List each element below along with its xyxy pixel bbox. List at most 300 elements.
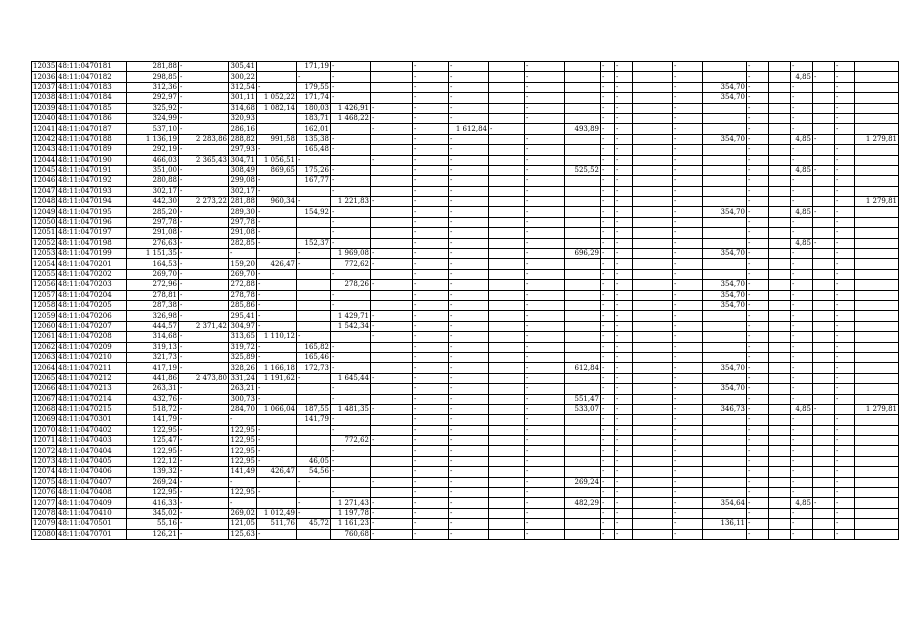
value-cell: 772,62	[331, 436, 371, 446]
value-cell	[489, 165, 525, 175]
value-cell	[489, 321, 525, 331]
value-cell	[835, 404, 855, 414]
value-cell: -	[525, 290, 565, 300]
value-cell: -	[413, 145, 449, 155]
value-cell: -	[673, 249, 703, 259]
value-cell: -	[525, 155, 565, 165]
value-cell: -	[449, 498, 489, 508]
value-cell: -	[747, 134, 769, 144]
value-cell: -	[449, 311, 489, 321]
value-cell: -	[297, 249, 331, 259]
value-cell: 426,47	[257, 259, 297, 269]
value-cell	[633, 145, 673, 155]
cadastral-value-table	[31, 61, 899, 540]
value-cell	[855, 62, 899, 72]
value-cell: 287,38	[127, 300, 179, 310]
value-cell: 269,70	[230, 270, 255, 278]
value-cell: 141,79	[297, 415, 331, 425]
value-cell: -	[673, 384, 703, 394]
value-cell: -	[413, 228, 449, 238]
table-row	[32, 217, 899, 227]
table-row	[32, 425, 899, 435]
value-cell: -	[747, 508, 769, 518]
value-cell	[769, 300, 791, 310]
value-cell: -	[297, 197, 331, 207]
value-cell: 187,55	[297, 404, 331, 414]
value-cell	[633, 384, 673, 394]
value-cell	[703, 165, 747, 175]
value-cell: -	[179, 259, 229, 269]
value-cell: -	[813, 165, 835, 175]
value-cell	[769, 72, 791, 82]
value-cell: -	[615, 352, 633, 362]
value-cell: -	[615, 145, 633, 155]
value-cell: -	[615, 456, 633, 466]
value-cell: -	[525, 519, 565, 529]
value-cell: -	[747, 290, 769, 300]
value-cell	[489, 467, 525, 477]
row-number-cell: 12064	[33, 363, 56, 372]
value-cell	[565, 290, 601, 300]
value-cell: 2 473,80	[179, 373, 229, 383]
value-cell: 269,02	[230, 508, 255, 517]
value-cell: -	[525, 269, 565, 279]
value-cell	[489, 134, 525, 144]
value-cell: -	[331, 238, 371, 248]
value-cell: -	[835, 425, 855, 435]
value-cell	[769, 259, 791, 269]
value-cell: -	[257, 238, 297, 248]
value-cell	[855, 373, 899, 383]
value-cell: -	[601, 342, 615, 352]
value-cell: -	[601, 404, 615, 414]
value-cell: -	[673, 488, 703, 498]
value-cell	[769, 207, 791, 217]
value-cell: -	[601, 113, 615, 123]
value-cell	[703, 332, 747, 342]
value-cell: -	[747, 373, 769, 383]
value-cell: -	[331, 300, 371, 310]
value-cell: -	[525, 321, 565, 331]
value-cell: 122,95	[127, 488, 179, 498]
value-cell	[331, 155, 371, 165]
value-cell: -	[179, 249, 229, 259]
value-cell	[371, 300, 413, 310]
value-cell: -	[449, 446, 489, 456]
value-cell: -	[835, 82, 855, 92]
value-cell	[633, 290, 673, 300]
value-cell: -	[179, 446, 229, 456]
value-cell: -	[673, 238, 703, 248]
value-cell: -	[615, 363, 633, 373]
row-number-cell: 12048	[33, 197, 56, 206]
value-cell: 354,70	[703, 134, 747, 144]
value-cell: -	[257, 82, 297, 92]
value-cell	[769, 488, 791, 498]
value-cell: -	[449, 300, 489, 310]
value-cell	[257, 249, 297, 259]
value-cell: -	[525, 197, 565, 207]
value-cell	[703, 436, 747, 446]
value-cell	[489, 280, 525, 290]
value-cell: -	[615, 425, 633, 435]
value-cell	[565, 519, 601, 529]
row-number-cell: 12054	[33, 259, 56, 268]
value-cell: -	[747, 394, 769, 404]
table-row	[32, 373, 899, 383]
value-cell: 164,53	[127, 259, 179, 269]
value-cell: -	[615, 124, 633, 134]
value-cell: -	[179, 113, 229, 123]
value-cell: -	[601, 529, 615, 539]
value-cell: -	[835, 352, 855, 362]
value-cell: -	[791, 176, 813, 186]
value-cell: -	[449, 113, 489, 123]
value-cell: -	[449, 529, 489, 539]
cadastral-number-cell: 48:11:0470181	[57, 62, 127, 72]
value-cell: -	[413, 186, 449, 196]
value-cell: 351,00	[127, 165, 179, 175]
value-cell	[769, 176, 791, 186]
value-cell: -	[257, 446, 297, 456]
value-cell: -	[615, 394, 633, 404]
value-cell	[855, 425, 899, 435]
value-cell	[565, 488, 601, 498]
value-cell	[297, 425, 331, 435]
value-cell: -	[413, 259, 449, 269]
value-cell: -	[615, 197, 633, 207]
value-cell: 297,93	[230, 145, 255, 154]
value-cell: -	[835, 311, 855, 321]
value-cell	[633, 321, 673, 331]
value-cell	[703, 342, 747, 352]
cadastral-number-cell: 48:11:0470403	[57, 436, 127, 446]
value-cell	[703, 103, 747, 113]
value-cell	[855, 228, 899, 238]
value-cell: -	[673, 155, 703, 165]
value-cell: -	[449, 72, 489, 82]
value-cell: -	[525, 508, 565, 518]
value-cell: 313,65	[230, 332, 255, 341]
cadastral-number-cell: 48:11:0470406	[57, 467, 127, 477]
value-cell	[769, 228, 791, 238]
value-cell: -	[449, 186, 489, 196]
value-cell: -	[413, 332, 449, 342]
value-cell: -	[371, 249, 413, 259]
value-cell: -	[413, 62, 449, 72]
value-cell: -	[331, 186, 371, 196]
value-cell: -	[835, 321, 855, 331]
value-cell	[703, 124, 747, 134]
value-cell	[633, 62, 673, 72]
table-row	[32, 446, 899, 456]
value-cell	[855, 269, 899, 279]
value-cell	[565, 342, 601, 352]
value-cell: -	[297, 155, 331, 165]
value-cell: 1 110,12	[257, 332, 297, 342]
value-cell: -	[601, 498, 615, 508]
value-cell	[371, 488, 413, 498]
value-cell	[257, 415, 297, 425]
value-cell: -	[331, 467, 371, 477]
value-cell: 46,05	[297, 456, 331, 466]
value-cell	[633, 228, 673, 238]
value-cell	[769, 93, 791, 103]
value-cell	[769, 436, 791, 446]
value-cell: -	[257, 352, 297, 362]
value-cell: 346,73	[703, 404, 747, 414]
value-cell	[297, 300, 331, 310]
value-cell: -	[673, 467, 703, 477]
value-cell: -	[413, 134, 449, 144]
value-cell: -	[257, 436, 297, 446]
value-cell: -	[835, 259, 855, 269]
value-cell: -	[673, 508, 703, 518]
value-cell	[489, 446, 525, 456]
value-cell: -	[601, 124, 615, 134]
value-cell: 295,41	[230, 311, 255, 320]
value-cell: -	[835, 228, 855, 238]
value-cell: 760,68	[331, 529, 371, 539]
table-row	[32, 82, 899, 92]
cadastral-number-cell: 48:11:0470192	[57, 176, 127, 186]
value-cell: -	[615, 404, 633, 414]
table-row	[32, 207, 899, 217]
value-cell: -	[371, 113, 413, 123]
value-cell: -	[179, 456, 229, 466]
value-cell: -	[673, 332, 703, 342]
value-cell: -	[179, 394, 229, 404]
value-cell: 171,19	[297, 62, 331, 72]
value-cell: -	[747, 477, 769, 487]
value-cell	[703, 259, 747, 269]
value-cell: -	[371, 124, 413, 134]
value-cell: 511,76	[257, 519, 297, 529]
value-cell: -	[791, 508, 813, 518]
cadastral-number-cell: 48:11:0470214	[57, 394, 127, 404]
value-cell	[855, 217, 899, 227]
table-row	[32, 165, 899, 175]
value-cell: -	[525, 404, 565, 414]
value-cell: 125,63	[230, 529, 255, 538]
value-cell: -	[179, 404, 229, 414]
value-cell: -	[747, 176, 769, 186]
value-cell: -	[601, 228, 615, 238]
value-cell: -	[601, 93, 615, 103]
value-cell: -	[413, 352, 449, 362]
table-row	[32, 332, 899, 342]
value-cell: 1 056,51	[257, 155, 297, 165]
value-cell: -	[179, 82, 229, 92]
value-cell	[855, 436, 899, 446]
value-cell: -	[813, 498, 835, 508]
value-cell: -	[615, 446, 633, 456]
value-cell: -	[449, 456, 489, 466]
value-cell: 1 191,62	[257, 373, 297, 383]
value-cell	[565, 259, 601, 269]
value-cell: -	[525, 207, 565, 217]
value-cell: -	[791, 467, 813, 477]
value-cell	[769, 145, 791, 155]
value-cell	[633, 113, 673, 123]
value-cell: -	[413, 290, 449, 300]
value-cell: 302,17	[127, 186, 179, 196]
value-cell: -	[371, 321, 413, 331]
value-cell: 991,58	[257, 134, 297, 144]
value-cell	[703, 415, 747, 425]
table-row	[32, 124, 899, 134]
value-cell: -	[747, 113, 769, 123]
value-cell	[813, 124, 835, 134]
value-cell: -	[525, 342, 565, 352]
value-cell: 354,70	[703, 290, 747, 300]
value-cell	[371, 207, 413, 217]
value-cell: 314,68	[230, 103, 255, 112]
value-cell: -	[331, 290, 371, 300]
table-row	[32, 290, 899, 300]
value-cell: -	[835, 477, 855, 487]
value-cell: -	[615, 290, 633, 300]
value-cell	[633, 488, 673, 498]
table-row	[32, 228, 899, 238]
value-cell: -	[835, 72, 855, 82]
value-cell	[769, 238, 791, 248]
value-cell	[633, 176, 673, 186]
value-cell: -	[601, 467, 615, 477]
value-cell	[489, 477, 525, 487]
value-cell: -	[525, 249, 565, 259]
value-cell: -	[835, 62, 855, 72]
row-number-cell: 12077	[33, 498, 56, 507]
value-cell	[703, 425, 747, 435]
value-cell: 331,24	[230, 373, 255, 382]
value-cell: -	[747, 280, 769, 290]
value-cell: -	[229, 415, 257, 425]
value-cell: -	[601, 72, 615, 82]
value-cell	[769, 508, 791, 518]
value-cell: 278,78	[230, 290, 255, 299]
value-cell: -	[747, 446, 769, 456]
value-cell: -	[449, 384, 489, 394]
value-cell	[813, 197, 835, 207]
value-cell	[633, 217, 673, 227]
value-cell: -	[601, 425, 615, 435]
value-cell: -	[615, 280, 633, 290]
value-cell: 121,05	[230, 519, 255, 528]
row-number-cell: 12076	[33, 488, 56, 497]
value-cell: -	[673, 529, 703, 539]
value-cell	[769, 519, 791, 529]
value-cell: -	[331, 363, 371, 373]
value-cell: -	[331, 228, 371, 238]
value-cell	[297, 321, 331, 331]
value-cell: -	[791, 519, 813, 529]
value-cell: -	[615, 498, 633, 508]
value-cell: -	[331, 134, 371, 144]
value-cell: -	[615, 72, 633, 82]
value-cell	[855, 155, 899, 165]
value-cell	[855, 508, 899, 518]
value-cell: -	[835, 332, 855, 342]
value-cell: -	[371, 332, 413, 342]
cadastral-number-cell: 48:11:0470204	[57, 290, 127, 300]
value-cell: -	[179, 519, 229, 529]
value-cell	[769, 415, 791, 425]
value-cell: -	[413, 124, 449, 134]
table-row	[32, 186, 899, 196]
value-cell: 136,11	[703, 519, 747, 529]
value-cell: -	[835, 290, 855, 300]
row-number-cell: 12047	[33, 186, 56, 195]
value-cell: -	[747, 207, 769, 217]
value-cell: -	[449, 332, 489, 342]
value-cell: -	[179, 124, 229, 134]
value-cell: -	[413, 477, 449, 487]
row-number-cell: 12072	[33, 446, 56, 455]
value-cell	[813, 62, 835, 72]
value-cell: -	[835, 113, 855, 123]
value-cell: -	[615, 342, 633, 352]
value-cell: -	[747, 363, 769, 373]
cadastral-number-cell: 48:11:0470205	[57, 300, 127, 310]
value-cell: -	[413, 425, 449, 435]
value-cell	[769, 498, 791, 508]
cadastral-number-cell: 48:11:0470209	[57, 342, 127, 352]
value-cell: 281,88	[230, 197, 255, 206]
value-cell: -	[371, 197, 413, 207]
value-cell: -	[615, 300, 633, 310]
value-cell	[769, 134, 791, 144]
value-cell	[813, 519, 835, 529]
cadastral-number-cell: 48:11:0470407	[57, 477, 127, 487]
table-row	[32, 456, 899, 466]
spreadsheet-page	[31, 61, 899, 540]
value-cell	[489, 82, 525, 92]
value-cell	[371, 238, 413, 248]
value-cell	[489, 269, 525, 279]
value-cell: 354,64	[703, 498, 747, 508]
value-cell	[633, 415, 673, 425]
value-cell: -	[413, 488, 449, 498]
value-cell	[813, 113, 835, 123]
value-cell: -	[179, 145, 229, 155]
value-cell: 1 279,81	[855, 197, 899, 207]
table-row	[32, 342, 899, 352]
value-cell: -	[449, 238, 489, 248]
value-cell	[855, 290, 899, 300]
value-cell	[703, 446, 747, 456]
value-cell	[855, 259, 899, 269]
cadastral-number-cell: 48:11:0470195	[57, 207, 127, 217]
value-cell: 4,85	[791, 207, 813, 217]
value-cell	[855, 332, 899, 342]
value-cell: -	[601, 394, 615, 404]
value-cell: -	[525, 165, 565, 175]
value-cell	[813, 186, 835, 196]
value-cell: -	[673, 456, 703, 466]
value-cell	[371, 456, 413, 466]
value-cell	[813, 352, 835, 362]
value-cell: -	[835, 145, 855, 155]
value-cell: -	[179, 332, 229, 342]
value-cell: -	[525, 384, 565, 394]
value-cell: -	[179, 488, 229, 498]
value-cell: 122,95	[230, 488, 255, 497]
cadastral-number-cell: 48:11:0470201	[57, 259, 127, 269]
value-cell: -	[673, 498, 703, 508]
value-cell: 122,95	[230, 457, 255, 466]
value-cell	[813, 363, 835, 373]
